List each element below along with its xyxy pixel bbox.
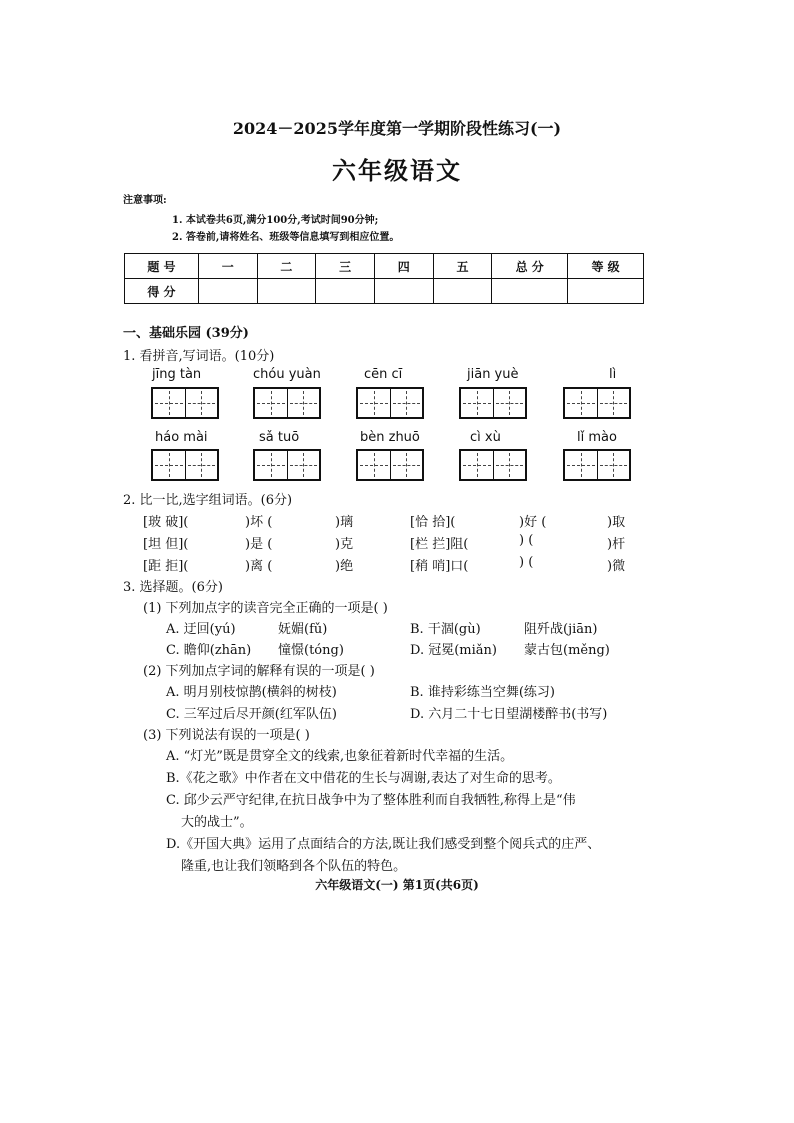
writing-grid[interactable] [563,449,631,481]
q3-option: 蒙古包(měng) [524,643,610,658]
q2-item: [坦 但]( [143,537,189,552]
q3-option: C. 三军过后尽开颜(红军队伍) [166,707,337,722]
q3-option-cont: 隆重,也让我们领略到各个队伍的特色。 [181,859,407,874]
q3-sub2-stem: (2) 下列加点字词的解释有误的一项是( ) [143,664,375,679]
q2-item: [栏 拦]阻( [410,537,469,552]
q3-option: A. 明月别枝惊鹊(横斜的树枝) [166,685,337,700]
score-header-cell: 二 [257,254,316,279]
q3-option-cont: 大的战士”。 [181,815,253,830]
q2-item: )微 [607,559,626,574]
q3-option: B. 干涸(gù) [410,622,481,637]
writing-grid[interactable] [253,387,321,419]
page-footer: 六年级语文(一) 第1页(共6页) [315,878,479,892]
q3-option: C. 瞻仰(zhān) [166,643,252,658]
q2-item: )是 ( [245,537,273,552]
score-cell[interactable] [568,279,644,304]
q3-option: C. 邱少云严守纪律,在抗日战争中为了整体胜利而自我牺牲,称得上是“伟 [166,793,576,808]
score-cell[interactable] [492,279,568,304]
q2-item: [距 拒]( [143,559,189,574]
score-header-cell: 五 [433,254,492,279]
q3-option: A. “灯光”既是贯穿全文的线索,也象征着新时代幸福的生活。 [166,749,514,764]
q3-option: B.《花之歌》中作者在文中借花的生长与凋谢,表达了对生命的思考。 [166,771,561,786]
pinyin-label: jiān yuè [467,367,519,382]
q2-item: ) ( [519,555,534,570]
score-cell[interactable] [433,279,492,304]
q3-sub3-stem: (3) 下列说法有误的一项是( ) [143,728,310,743]
writing-grid[interactable] [151,449,219,481]
q3-option: D.《开国大典》运用了点面结合的方法,既让我们感受到整个阅兵式的庄严、 [166,837,601,852]
writing-grid[interactable] [563,387,631,419]
q2-item: )取 [607,515,626,530]
q3-option: 阻歼战(jiān) [524,622,598,637]
pinyin-label: háo mài [155,430,208,445]
writing-grid[interactable] [253,449,321,481]
q3-option: D. 冠冕(miǎn) [410,643,497,658]
score-header-cell: 三 [316,254,375,279]
pinyin-label: cēn cī [364,367,403,382]
score-cell[interactable] [257,279,316,304]
score-header-row [125,254,644,279]
q2-item: )坏 ( [245,515,273,530]
pinyin-label: bèn zhuō [360,430,420,445]
score-cell[interactable] [316,279,375,304]
q2-item: [玻 破]( [143,515,189,530]
score-header-cell: 等 级 [568,254,644,279]
q3-option: 憧憬(tóng) [278,643,344,658]
writing-grid[interactable] [356,449,424,481]
score-entry-row [125,279,644,304]
q3-option: B. 谁持彩练当空舞(练习) [410,685,555,700]
writing-grid[interactable] [459,387,527,419]
q1-title: 1. 看拼音,写词语。(10分) [123,349,275,364]
pinyin-label: chóu yuàn [253,367,321,382]
note-1: 1. 本试卷共6页,满分100分,考试时间90分钟; [172,215,379,226]
pinyin-label: cì xù [470,430,501,445]
q2-item: ) ( [519,533,534,548]
q3-option: D. 六月二十七日望湖楼醉书(书写) [410,707,608,722]
q2-item: [恰 拾]( [410,515,456,530]
q2-item: )绝 [335,559,354,574]
section-1-title: 一、基础乐园 (39分) [123,326,249,341]
pinyin-label: sǎ tuō [259,430,300,445]
q3-option: A. 迂回(yú) [166,622,236,637]
score-header-cell: 四 [374,254,433,279]
exam-title: 2024－2025学年度第一学期阶段性练习(一) [232,119,562,138]
q2-title: 2. 比一比,选字组词语。(6分) [123,493,293,508]
note-2: 2. 答卷前,请将姓名、班级等信息填写到相应位置。 [172,232,400,243]
q2-item: )杆 [607,537,626,552]
writing-grid[interactable] [356,387,424,419]
writing-grid[interactable] [151,387,219,419]
score-cell[interactable] [198,279,257,304]
score-header-cell: 总 分 [492,254,568,279]
q2-item: [稍 哨]口( [410,559,469,574]
score-cell[interactable] [374,279,433,304]
score-table [124,253,644,304]
pinyin-label: lì [609,367,617,382]
q2-item: )璃 [335,515,354,530]
exam-subtitle: 六年级语文 [332,156,462,185]
score-row-label: 得 分 [125,279,199,304]
score-header-cell: 一 [198,254,257,279]
q2-item: )好 ( [519,515,547,530]
q3-sub1-stem: (1) 下列加点字的读音完全正确的一项是( ) [143,601,388,616]
writing-grid[interactable] [459,449,527,481]
q3-title: 3. 选择题。(6分) [123,580,223,595]
pinyin-label: lǐ mào [577,430,617,445]
score-header-cell: 题 号 [125,254,199,279]
q2-item: )离 ( [245,559,273,574]
q3-option: 妩媚(fǔ) [278,622,328,637]
pinyin-label: jīng tàn [152,367,202,382]
notes-label: 注意事项: [123,195,167,206]
q2-item: )克 [335,537,354,552]
